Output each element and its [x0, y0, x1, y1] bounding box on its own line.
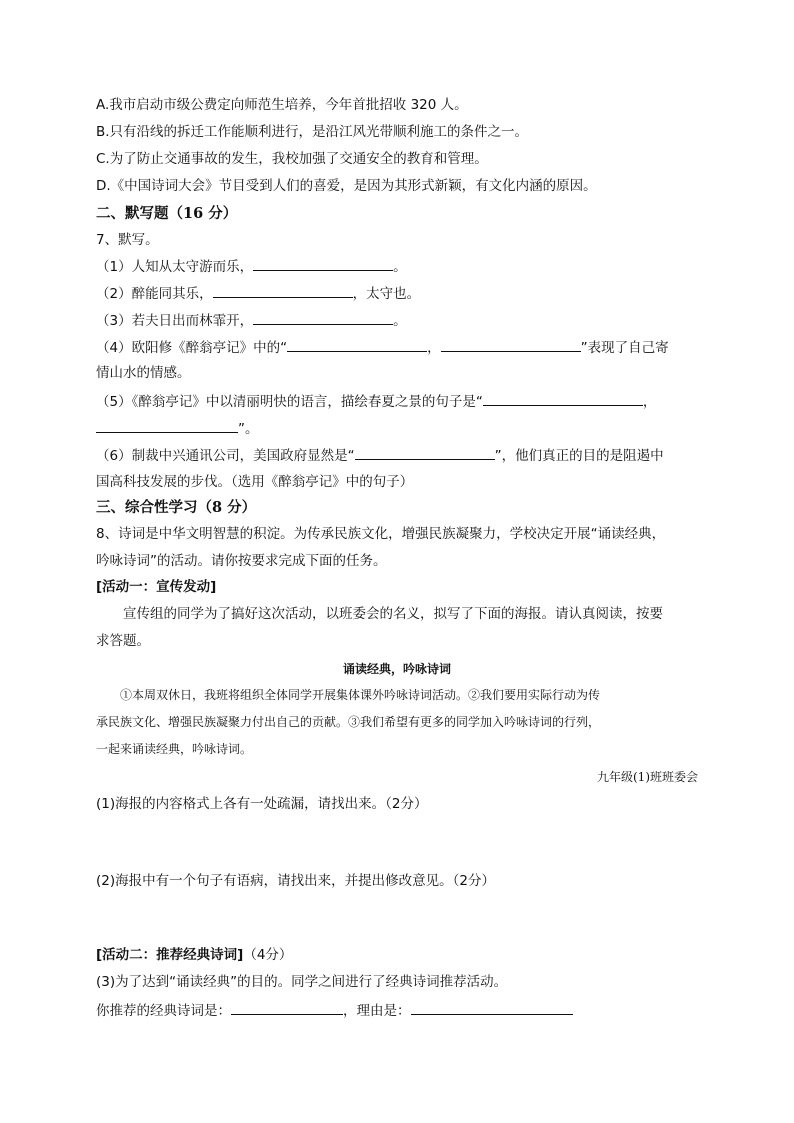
sub-question-3: (3)为了达到“诵读经典”的目的。同学之间进行了经典诗词推荐活动。 — [96, 974, 508, 990]
reason-label: ，理由是： — [343, 1003, 411, 1019]
activity-2-title — [96, 946, 292, 964]
section-3-title: 三、综合性学习（8 分） — [96, 499, 257, 516]
answer-blank[interactable] — [213, 284, 353, 298]
answer-blank[interactable] — [355, 446, 495, 460]
dictation-item-2 — [96, 284, 420, 303]
item-2-suffix: ，太守也。 — [352, 286, 421, 302]
item-6-suffix: ”，他们真正的目的是阻遏中 — [494, 448, 664, 464]
item-4-comma: ， — [427, 340, 441, 356]
item-4-continued: 情山水的情感。 — [96, 365, 191, 381]
question-8-line-2: 吟咏诗词”的活动。请你按要求完成下面的任务。 — [96, 553, 387, 569]
item-4-suffix: ”表现了自己寄 — [580, 340, 669, 356]
option-c: C.为了防止交通事故的发生，我校加强了交通安全的教育和管理。 — [96, 151, 488, 167]
poster-line-2: 承民族文化、增强民族凝聚力付出自己的贡献。③我们希望有更多的同学加入吟咏诗词的行列， — [96, 715, 601, 729]
sub-question-2: (2)海报中有一个句子有语病，请找出来，并提出修改意见。（2分） — [96, 873, 495, 889]
dictation-item-1 — [96, 257, 407, 276]
question-8-line-1: 8、诗词是中华文明智慧的积淀。为传承民族文化，增强民族凝聚力，学校决定开展“诵读经典， — [96, 526, 666, 542]
option-a: A.我市启动市级公费定向师范生培养，今年首批招收 320 人。 — [96, 97, 468, 113]
item-5-suffix: ”。 — [238, 421, 259, 437]
option-d: D.《中国诗词大会》节目受到人们的喜爱，是因为其形式新颖，有文化内涵的原因。 — [96, 178, 597, 194]
sub-question-1: (1)海报的内容格式上各有一处疏漏，请找出来。（2分） — [96, 796, 428, 812]
item-5-continued — [96, 419, 259, 438]
item-1-suffix: 。 — [393, 259, 407, 275]
recommend-label: 你推荐的经典诗词是： — [96, 1003, 231, 1019]
dictation-item-3 — [96, 311, 407, 330]
item-3-prefix: （3）若夫日出而林霏开， — [96, 313, 254, 329]
item-4-prefix: （4）欧阳修《醉翁亭记》中的“ — [96, 340, 288, 356]
activity-2-label: [活动二：推荐经典诗词] — [96, 947, 244, 963]
dictation-item-5 — [96, 392, 656, 411]
recommend-poem-blank[interactable] — [231, 1001, 343, 1015]
poster-signature: 九年级(1)班班委会 — [597, 770, 698, 784]
item-5-comma: ， — [642, 394, 657, 410]
dictation-item-4 — [96, 338, 669, 357]
answer-blank[interactable] — [287, 338, 427, 352]
answer-blank[interactable] — [441, 338, 581, 352]
question-7: 7、默写。 — [96, 232, 159, 248]
dictation-item-6 — [96, 446, 664, 465]
answer-blank[interactable] — [483, 392, 643, 406]
section-2-title: 二、默写题（16 分） — [96, 205, 238, 222]
item-3-suffix: 。 — [393, 313, 407, 329]
poster-line-1: ①本周双休日，我班将组织全体同学开展集体课外吟咏诗词活动。②我们要用实际行动为传 — [120, 688, 601, 702]
activity-1-para-line-1: 宣传组的同学为了搞好这次活动，以班委会的名义，拟写了下面的海报。请认真阅读，按要 — [123, 606, 663, 622]
answer-blank[interactable] — [253, 311, 393, 325]
activity-2-score: （4分） — [243, 947, 293, 963]
item-2-prefix: （2）醉能同其乐， — [96, 286, 213, 302]
item-5-prefix: （5）《醉翁亭记》中以清丽明快的语言，描绘春夏之景的句子是“ — [96, 394, 483, 410]
answer-blank[interactable] — [253, 257, 393, 271]
answer-blank[interactable] — [96, 419, 238, 433]
poster-line-3: 一起来诵读经典，吟咏诗词。 — [96, 742, 253, 756]
reason-blank[interactable] — [411, 1001, 573, 1015]
item-1-prefix: （1）人知从太守游而乐， — [96, 259, 254, 275]
item-6-continued: 国高科技发展的步伐。（选用《醉翁亭记》中的句子） — [96, 474, 414, 490]
activity-1-title: [活动一：宣传发动] — [96, 579, 217, 595]
recommendation-line — [96, 1001, 573, 1020]
activity-1-para-line-2: 求答题。 — [96, 633, 150, 649]
option-b: B.只有沿线的拆迁工作能顺利进行，是沿江风光带顺利施工的条件之一。 — [96, 124, 529, 140]
item-6-prefix: （6）制裁中兴通讯公司，美国政府显然是“ — [96, 448, 355, 464]
poster-title: 诵读经典，吟咏诗词 — [342, 662, 451, 676]
